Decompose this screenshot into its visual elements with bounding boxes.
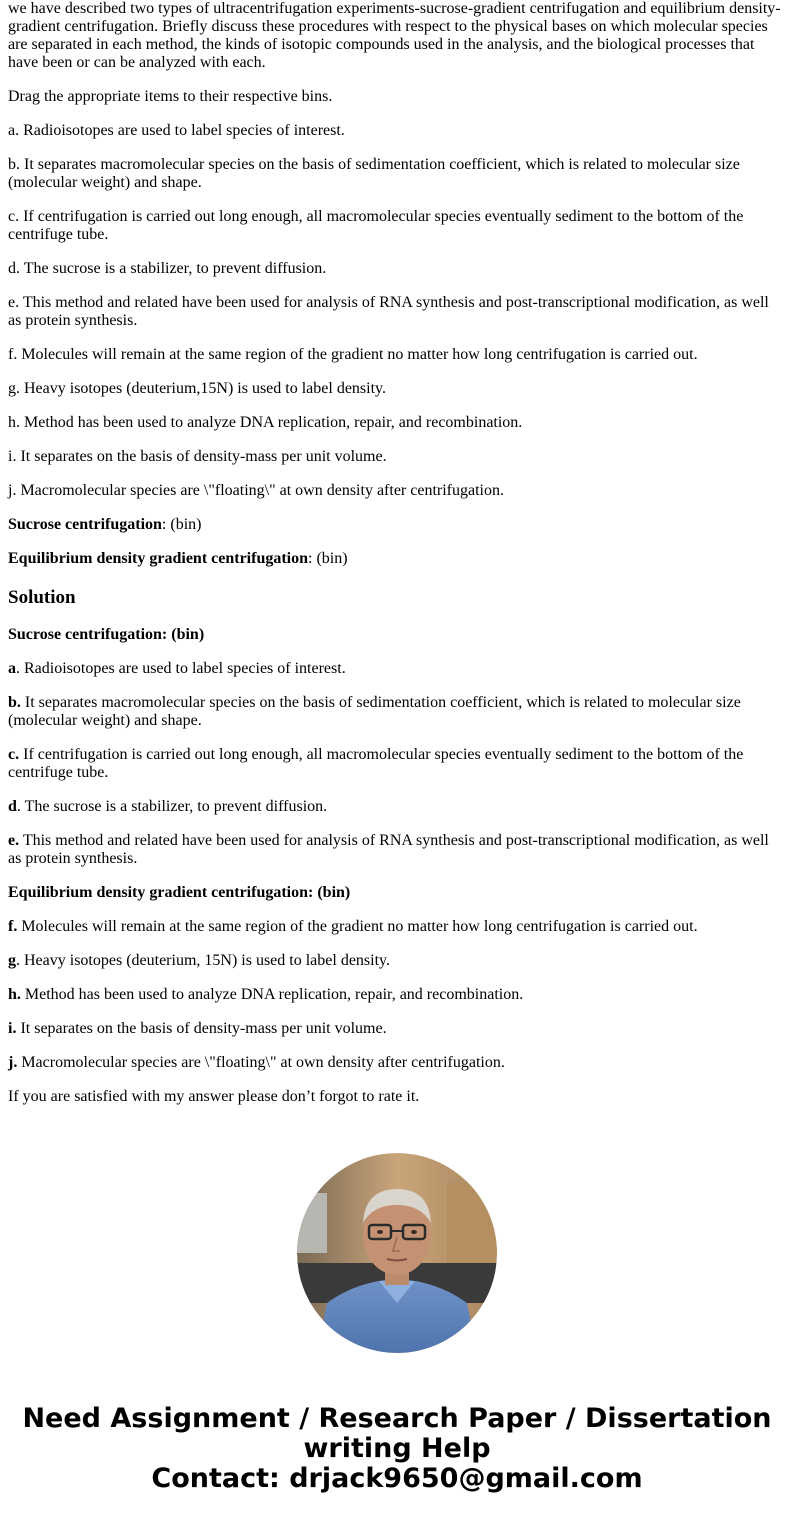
bin-equilibrium-label: Equilibrium density gradient centrifugation xyxy=(8,550,309,567)
solution-heading: Solution xyxy=(8,587,76,608)
author-portrait-image xyxy=(297,1153,497,1353)
footer-line-2: writing Help xyxy=(303,1433,491,1464)
question-item-h: h. Method has been used to analyze DNA replication, repair, and recombination. xyxy=(8,414,523,431)
solution-item-h: h. Method has been used to analyze DNA replication, repair, and recombination. xyxy=(8,986,524,1003)
footer-contact xyxy=(0,1404,794,1494)
question-item-j: j. Macromolecular species are \"floating\" at own density after centrifugation. xyxy=(8,482,504,499)
question-item-b: b. It separates macromolecular species on the basis of sedimentation coefficient, which is related to molecular size (molecular weight) and shape. xyxy=(8,156,740,191)
solution-item-e: e. This method and related have been used for analysis of RNA synthesis and post-transcriptional modification, as well as protein synthesis. xyxy=(8,832,769,867)
bin-sucrose xyxy=(8,516,786,534)
solution-item-c: c. If centrifugation is carried out long enough, all macromolecular species eventually sediment to the bottom of the centrifuge tube. xyxy=(8,746,744,781)
solution-bin1-heading: Sucrose centrifugation: (bin) xyxy=(8,626,205,643)
solution-item-i: i. It separates on the basis of density-mass per unit volume. xyxy=(8,1020,387,1037)
solution-bin2-heading: Equilibrium density gradient centrifugation: (bin) xyxy=(8,884,351,901)
question-instruction: Drag the appropriate items to their respective bins. xyxy=(8,88,333,105)
bin-sucrose-label: Sucrose centrifugation xyxy=(8,516,162,533)
solution-item-f: f. Molecules will remain at the same region of the gradient no matter how long centrifugation is carried out. xyxy=(8,918,698,935)
document-content xyxy=(8,0,786,1122)
bin-equilibrium xyxy=(8,550,786,568)
author-avatar xyxy=(297,1153,497,1353)
question-item-g: g. Heavy isotopes (deuterium,15N) is used to label density. xyxy=(8,380,386,397)
bin-equilibrium-suffix: : (bin) xyxy=(308,550,348,567)
question-item-e: e. This method and related have been used for analysis of RNA synthesis and post-transcriptional modification, as well as protein synthesis. xyxy=(8,294,769,329)
question-item-c: c. If centrifugation is carried out long enough, all macromolecular species eventually sediment to the bottom of the centrifuge tube. xyxy=(8,208,744,243)
question-item-a: a. Radioisotopes are used to label species of interest. xyxy=(8,122,345,139)
footer-line-3: Contact: drjack9650@gmail.com xyxy=(151,1463,643,1494)
footer-line-1: Need Assignment / Research Paper / Dissertation xyxy=(22,1403,772,1434)
question-item-i: i. It separates on the basis of density-mass per unit volume. xyxy=(8,448,387,465)
question-item-f: f. Molecules will remain at the same region of the gradient no matter how long centrifugation is carried out. xyxy=(8,346,698,363)
solution-item-j: j. Macromolecular species are \"floating\" at own density after centrifugation. xyxy=(8,1054,505,1071)
solution-item-d: d. The sucrose is a stabilizer, to prevent diffusion. xyxy=(8,798,328,815)
solution-item-g: g. Heavy isotopes (deuterium, 15N) is used to label density. xyxy=(8,952,390,969)
question-intro: we have described two types of ultracentrifugation experiments-sucrose-gradient centrifugation and equilibrium density-gradient centrifugation. Briefly discuss these procedures with respect to the physical bases on which molecular species are separated in each method, the kinds of isotopic compounds used in the analysis, and the biological processes that have been or can be analyzed with each. xyxy=(8,0,781,71)
bin-sucrose-suffix: : (bin) xyxy=(161,516,202,533)
solution-item-a: a. Radioisotopes are used to label species of interest. xyxy=(8,660,346,677)
question-item-d: d. The sucrose is a stabilizer, to prevent diffusion. xyxy=(8,260,327,277)
solution-closing: If you are satisfied with my answer please don’t forgot to rate it. xyxy=(8,1088,420,1105)
solution-item-b: b. It separates macromolecular species on the basis of sedimentation coefficient, which is related to molecular size (molecular weight) and shape. xyxy=(8,694,741,729)
